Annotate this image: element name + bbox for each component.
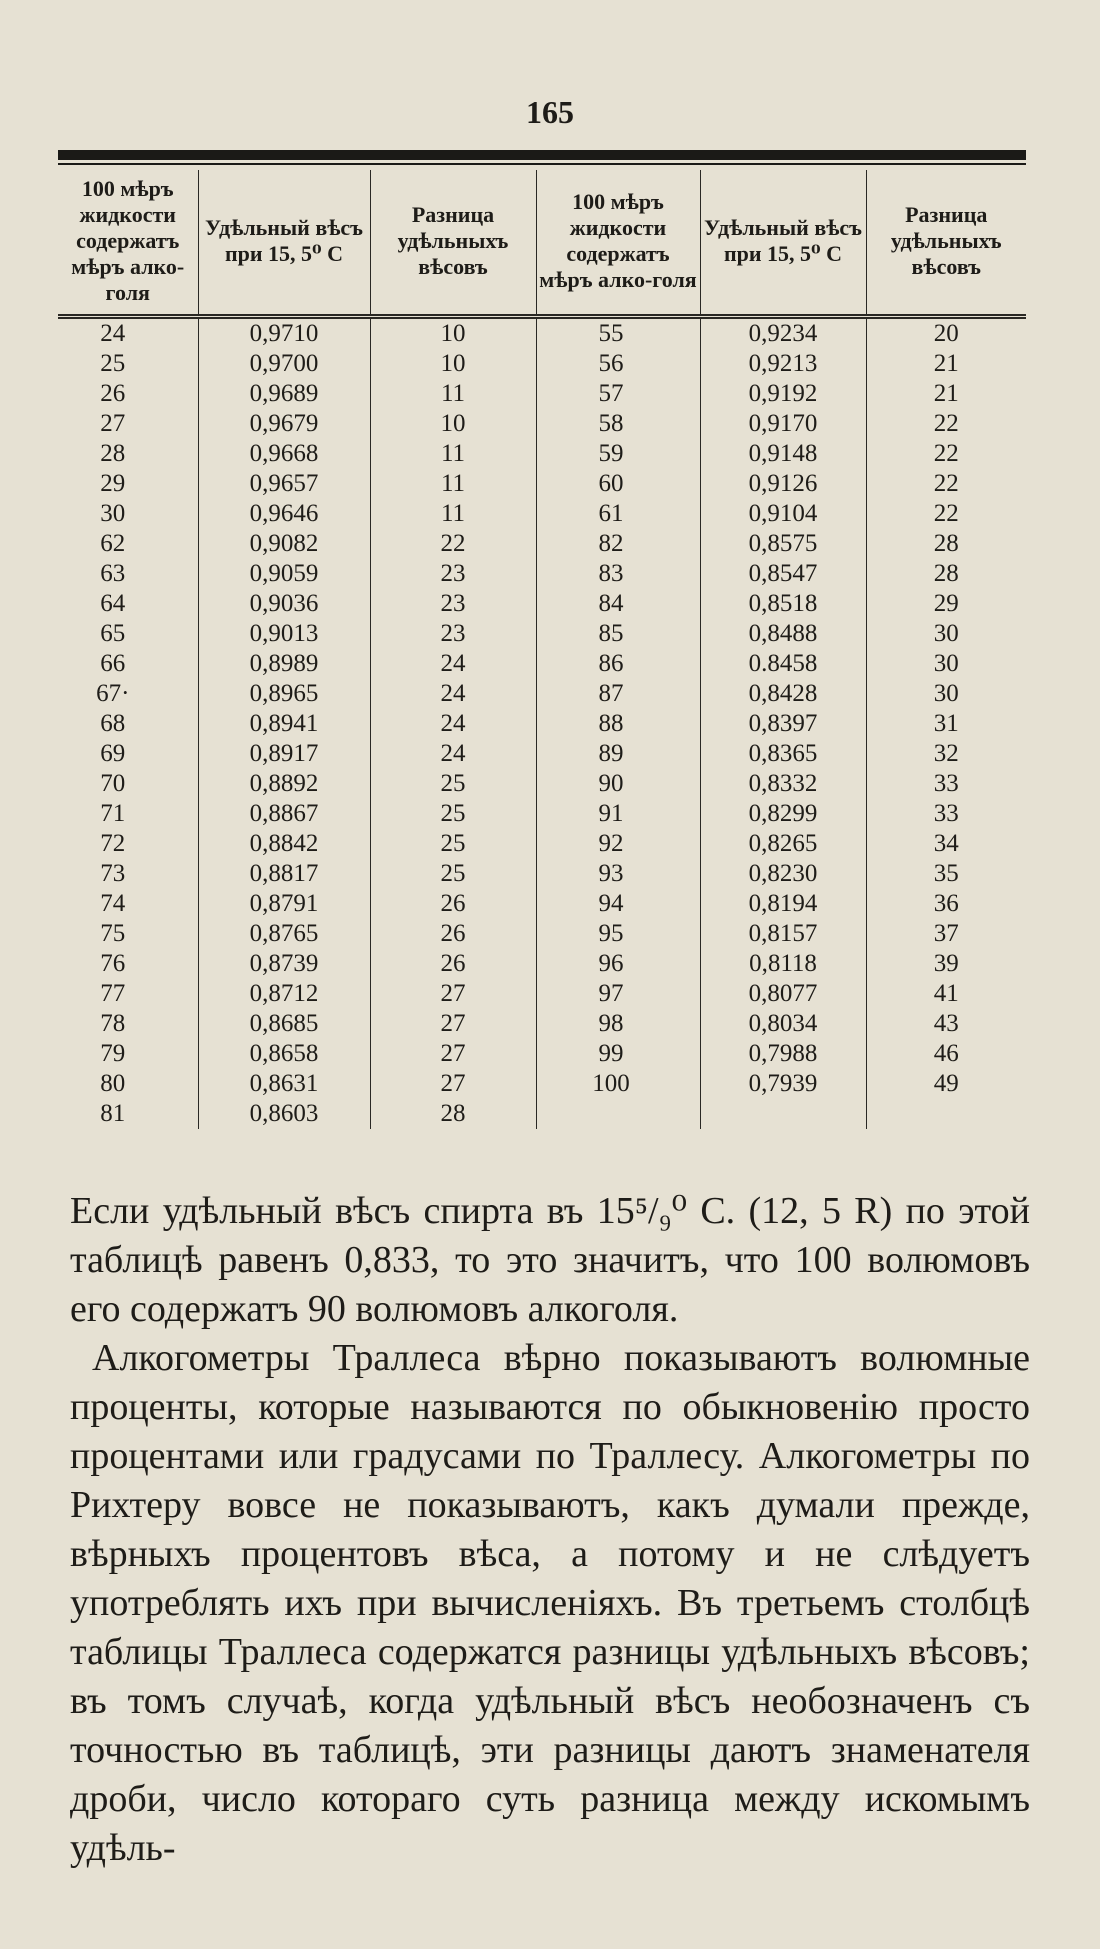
- cell-specific-gravity: [700, 1099, 866, 1129]
- cell-volume-alcohol: 60: [536, 469, 700, 499]
- cell-volume-alcohol: 100: [536, 1069, 700, 1099]
- cell-gravity-difference: 22: [866, 499, 1026, 529]
- cell-specific-gravity: 0,8428: [700, 679, 866, 709]
- header-volume-alcohol: 100 мѣръ жидкости содержатъ мѣръ алко-голя: [71, 175, 185, 305]
- cell-specific-gravity: 0,8077: [700, 979, 866, 1009]
- cell-volume-alcohol: 90: [536, 769, 700, 799]
- cell-gravity-difference: 26: [370, 949, 536, 979]
- cell-volume-alcohol: 98: [536, 1009, 700, 1039]
- header-gravity-difference: Разница удѣльныхъ вѣсовъ: [866, 170, 1026, 316]
- cell-gravity-difference: 24: [370, 709, 536, 739]
- cell-volume-alcohol: 26: [100, 379, 126, 407]
- table-row: [58, 919, 1026, 949]
- cell-volume-alcohol: 81: [100, 1099, 126, 1127]
- cell-gravity-difference: 11: [370, 499, 536, 529]
- cell-gravity-difference: 22: [866, 469, 1026, 499]
- cell-gravity-difference: 26: [370, 919, 536, 949]
- cell-volume-alcohol: 73: [100, 859, 126, 887]
- cell-specific-gravity: 0,8867: [198, 799, 370, 829]
- cell-specific-gravity: 0,8842: [198, 829, 370, 859]
- table-row: [58, 1009, 1026, 1039]
- table-header-row: [58, 170, 1026, 316]
- cell-gravity-difference: 43: [866, 1009, 1026, 1039]
- cell-gravity-difference: 28: [866, 529, 1026, 559]
- cell-volume-alcohol: 61: [536, 499, 700, 529]
- cell-volume-alcohol: 57: [536, 379, 700, 409]
- cell-gravity-difference: 41: [866, 979, 1026, 1009]
- cell-specific-gravity: 0,9192: [700, 379, 866, 409]
- cell-specific-gravity: 0,7939: [700, 1069, 866, 1099]
- cell-volume-alcohol: 68: [100, 709, 126, 737]
- cell-volume-alcohol: 65: [100, 619, 126, 647]
- page-number: 165: [526, 94, 574, 130]
- cell-gravity-difference: 24: [370, 679, 536, 709]
- cell-gravity-difference: 33: [866, 799, 1026, 829]
- cell-specific-gravity: 0,8157: [700, 919, 866, 949]
- cell-volume-alcohol: 87: [536, 679, 700, 709]
- cell-gravity-difference: 21: [866, 349, 1026, 379]
- cell-gravity-difference: 25: [370, 859, 536, 889]
- cell-volume-alcohol: 70: [100, 769, 126, 797]
- cell-gravity-difference: 30: [866, 619, 1026, 649]
- cell-volume-alcohol: [536, 1099, 700, 1129]
- cell-specific-gravity: 0,9234: [700, 316, 866, 349]
- cell-specific-gravity: 0,9059: [198, 559, 370, 589]
- cell-specific-gravity: 0,8332: [700, 769, 866, 799]
- cell-specific-gravity: 0,9036: [198, 589, 370, 619]
- cell-specific-gravity: 0,8941: [198, 709, 370, 739]
- cell-specific-gravity: 0,9126: [700, 469, 866, 499]
- cell-gravity-difference: 24: [370, 649, 536, 679]
- cell-gravity-difference: 28: [866, 559, 1026, 589]
- cell-volume-alcohol: 64: [100, 589, 126, 617]
- cell-specific-gravity: 0,8194: [700, 889, 866, 919]
- cell-gravity-difference: 31: [866, 709, 1026, 739]
- table-row: [58, 469, 1026, 499]
- cell-specific-gravity: 0,8488: [700, 619, 866, 649]
- cell-gravity-difference: 46: [866, 1039, 1026, 1069]
- cell-specific-gravity: 0,9148: [700, 439, 866, 469]
- cell-specific-gravity: 0,8299: [700, 799, 866, 829]
- table-row: [58, 979, 1026, 1009]
- cell-gravity-difference: 23: [370, 619, 536, 649]
- cell-gravity-difference: 23: [370, 589, 536, 619]
- cell-gravity-difference: 22: [866, 439, 1026, 469]
- cell-volume-alcohol: 69: [100, 739, 126, 767]
- cell-specific-gravity: 0,8631: [198, 1069, 370, 1099]
- cell-specific-gravity: 0,8575: [700, 529, 866, 559]
- cell-specific-gravity: 0,9710: [198, 316, 370, 349]
- header-gravity-difference: Разница удѣльныхъ вѣсовъ: [370, 170, 536, 316]
- cell-gravity-difference: 26: [370, 889, 536, 919]
- header-specific-gravity: Удѣльный вѣсъ при 15, 5⁰ C: [700, 170, 866, 316]
- cell-specific-gravity: 0,8547: [700, 559, 866, 589]
- cell-volume-alcohol: 89: [536, 739, 700, 769]
- cell-specific-gravity: 0,8365: [700, 739, 866, 769]
- cell-gravity-difference: 29: [866, 589, 1026, 619]
- cell-specific-gravity: 0,9668: [198, 439, 370, 469]
- cell-specific-gravity: 0,8791: [198, 889, 370, 919]
- cell-gravity-difference: 32: [866, 739, 1026, 769]
- cell-gravity-difference: 49: [866, 1069, 1026, 1099]
- cell-volume-alcohol: 92: [536, 829, 700, 859]
- cell-specific-gravity: 0,9170: [700, 409, 866, 439]
- table-row: [58, 829, 1026, 859]
- table-row: [58, 1099, 1026, 1129]
- table-row: [58, 316, 1026, 349]
- cell-volume-alcohol: 27: [100, 409, 126, 437]
- cell-volume-alcohol: 71: [100, 799, 126, 827]
- cell-volume-alcohol: 28: [100, 439, 126, 467]
- cell-specific-gravity: 0,8603: [198, 1099, 370, 1129]
- table-row: [58, 709, 1026, 739]
- cell-volume-alcohol: 86: [536, 649, 700, 679]
- table-row: [58, 619, 1026, 649]
- cell-gravity-difference: 23: [370, 559, 536, 589]
- cell-gravity-difference: 25: [370, 769, 536, 799]
- cell-volume-alcohol: 59: [536, 439, 700, 469]
- cell-specific-gravity: 0,8892: [198, 769, 370, 799]
- cell-volume-alcohol: 95: [536, 919, 700, 949]
- cell-gravity-difference: 10: [370, 349, 536, 379]
- cell-specific-gravity: 0,8765: [198, 919, 370, 949]
- cell-specific-gravity: 0,9679: [198, 409, 370, 439]
- cell-specific-gravity: 0,9646: [198, 499, 370, 529]
- cell-gravity-difference: 10: [370, 316, 536, 349]
- cell-gravity-difference: 27: [370, 1069, 536, 1099]
- cell-volume-alcohol: 58: [536, 409, 700, 439]
- table-row: [58, 799, 1026, 829]
- table-row: [58, 559, 1026, 589]
- cell-specific-gravity: 0,8685: [198, 1009, 370, 1039]
- cell-gravity-difference: 11: [370, 469, 536, 499]
- cell-volume-alcohol: 94: [536, 889, 700, 919]
- table-row: [58, 649, 1026, 679]
- body-text: [70, 1187, 1030, 1873]
- cell-volume-alcohol: 55: [536, 316, 700, 349]
- cell-specific-gravity: 0,8265: [700, 829, 866, 859]
- cell-gravity-difference: 27: [370, 979, 536, 1009]
- table-row: [58, 1069, 1026, 1099]
- cell-specific-gravity: 0,8739: [198, 949, 370, 979]
- header-volume-alcohol: 100 мѣръ жидкости содержатъ мѣръ алко-голя: [536, 170, 700, 316]
- cell-volume-alcohol: 78: [100, 1009, 126, 1037]
- cell-gravity-difference: 30: [866, 679, 1026, 709]
- paragraph: Алкогометры Траллеса вѣрно показываютъ волюмные проценты, которые называются по обыкновенію просто процентами или градусами по Траллесу. Алкогометры по Рихтеру вовсе не показываютъ, какъ думали прежде, вѣрныхъ процентовъ вѣса, а потому и не слѣдуетъ употреблять ихъ при вычисленіяхъ. Въ третьемъ столбцѣ таблицы Траллеса содержатся разницы удѣльныхъ вѣсовъ; въ томъ случаѣ, когда удѣльный вѣсъ необозначенъ съ точностью въ таблицѣ, эти разницы даютъ знаменателя дроби, число котораго суть разница между искомымъ удѣль-: [70, 1337, 1030, 1869]
- cell-specific-gravity: 0,7988: [700, 1039, 866, 1069]
- cell-volume-alcohol: 80: [100, 1069, 126, 1097]
- table-row: [58, 589, 1026, 619]
- cell-specific-gravity: 0,9013: [198, 619, 370, 649]
- top-rule-thin: [58, 163, 1026, 165]
- cell-volume-alcohol: 72: [100, 829, 126, 857]
- cell-specific-gravity: 0,9082: [198, 529, 370, 559]
- cell-gravity-difference: 36: [866, 889, 1026, 919]
- cell-gravity-difference: 20: [866, 316, 1026, 349]
- cell-gravity-difference: 27: [370, 1039, 536, 1069]
- table-row: [58, 679, 1026, 709]
- cell-volume-alcohol: 75: [100, 919, 126, 947]
- cell-volume-alcohol: 93: [536, 859, 700, 889]
- cell-volume-alcohol: 96: [536, 949, 700, 979]
- cell-gravity-difference: 30: [866, 649, 1026, 679]
- cell-specific-gravity: 0,8230: [700, 859, 866, 889]
- cell-volume-alcohol: 84: [536, 589, 700, 619]
- paragraph: Если удѣльный вѣсъ спирта въ 15⁵/₉⁰ С. (12, 5 R) по этой таблицѣ равенъ 0,833, то это значитъ, что 100 волюмовъ его содержатъ 90 волюмовъ алкоголя.: [70, 1190, 1030, 1330]
- cell-specific-gravity: 0.8458: [700, 649, 866, 679]
- cell-gravity-difference: 33: [866, 769, 1026, 799]
- cell-volume-alcohol: 30: [100, 499, 126, 527]
- table-row: [58, 1039, 1026, 1069]
- cell-gravity-difference: 25: [370, 829, 536, 859]
- cell-gravity-difference: 10: [370, 409, 536, 439]
- cell-volume-alcohol: 74: [100, 889, 126, 917]
- cell-volume-alcohol: 25: [100, 349, 126, 377]
- cell-specific-gravity: 0,8118: [700, 949, 866, 979]
- cell-gravity-difference: 22: [370, 529, 536, 559]
- top-rule: [58, 150, 1026, 160]
- cell-specific-gravity: 0,8397: [700, 709, 866, 739]
- table-row: [58, 409, 1026, 439]
- cell-gravity-difference: [866, 1099, 1026, 1129]
- table-row: [58, 889, 1026, 919]
- table-row: [58, 499, 1026, 529]
- cell-gravity-difference: 34: [866, 829, 1026, 859]
- cell-specific-gravity: 0,8712: [198, 979, 370, 1009]
- header-specific-gravity: Удѣльный вѣсъ при 15, 5⁰ C: [198, 170, 370, 316]
- cell-specific-gravity: 0,8989: [198, 649, 370, 679]
- cell-volume-alcohol: 79: [100, 1039, 126, 1067]
- cell-volume-alcohol: 99: [536, 1039, 700, 1069]
- cell-volume-alcohol: 85: [536, 619, 700, 649]
- cell-volume-alcohol: 29: [100, 469, 126, 497]
- cell-specific-gravity: 0,8034: [700, 1009, 866, 1039]
- cell-specific-gravity: 0,8917: [198, 739, 370, 769]
- table-row: [58, 769, 1026, 799]
- table-row: [58, 739, 1026, 769]
- cell-gravity-difference: 25: [370, 799, 536, 829]
- cell-volume-alcohol: 88: [536, 709, 700, 739]
- cell-gravity-difference: 11: [370, 439, 536, 469]
- cell-volume-alcohol: 97: [536, 979, 700, 1009]
- table-row: [58, 379, 1026, 409]
- cell-specific-gravity: 0,9104: [700, 499, 866, 529]
- table-row: [58, 349, 1026, 379]
- cell-specific-gravity: 0,8965: [198, 679, 370, 709]
- table-row: [58, 439, 1026, 469]
- cell-specific-gravity: 0,8658: [198, 1039, 370, 1069]
- cell-volume-alcohol: 91: [536, 799, 700, 829]
- cell-gravity-difference: 21: [866, 379, 1026, 409]
- cell-volume-alcohol: 76: [100, 949, 126, 977]
- cell-volume-alcohol: 83: [536, 559, 700, 589]
- cell-volume-alcohol: 62: [100, 529, 126, 557]
- cell-gravity-difference: 24: [370, 739, 536, 769]
- cell-gravity-difference: 39: [866, 949, 1026, 979]
- cell-volume-alcohol: 66: [100, 649, 126, 677]
- cell-gravity-difference: 28: [370, 1099, 536, 1129]
- table-row: [58, 949, 1026, 979]
- cell-volume-alcohol: 67·: [96, 679, 130, 707]
- cell-gravity-difference: 11: [370, 379, 536, 409]
- cell-gravity-difference: 35: [866, 859, 1026, 889]
- specific-gravity-table: [58, 170, 1026, 1129]
- cell-gravity-difference: 22: [866, 409, 1026, 439]
- table-row: [58, 859, 1026, 889]
- cell-gravity-difference: 27: [370, 1009, 536, 1039]
- table-row: [58, 529, 1026, 559]
- cell-specific-gravity: 0,9689: [198, 379, 370, 409]
- cell-volume-alcohol: 77: [100, 979, 126, 1007]
- cell-specific-gravity: 0,8817: [198, 859, 370, 889]
- cell-specific-gravity: 0,8518: [700, 589, 866, 619]
- cell-volume-alcohol: 63: [100, 559, 126, 587]
- cell-specific-gravity: 0,9213: [700, 349, 866, 379]
- cell-volume-alcohol: 56: [536, 349, 700, 379]
- cell-specific-gravity: 0,9657: [198, 469, 370, 499]
- cell-volume-alcohol: 24: [100, 319, 126, 347]
- cell-specific-gravity: 0,9700: [198, 349, 370, 379]
- cell-gravity-difference: 37: [866, 919, 1026, 949]
- cell-volume-alcohol: 82: [536, 529, 700, 559]
